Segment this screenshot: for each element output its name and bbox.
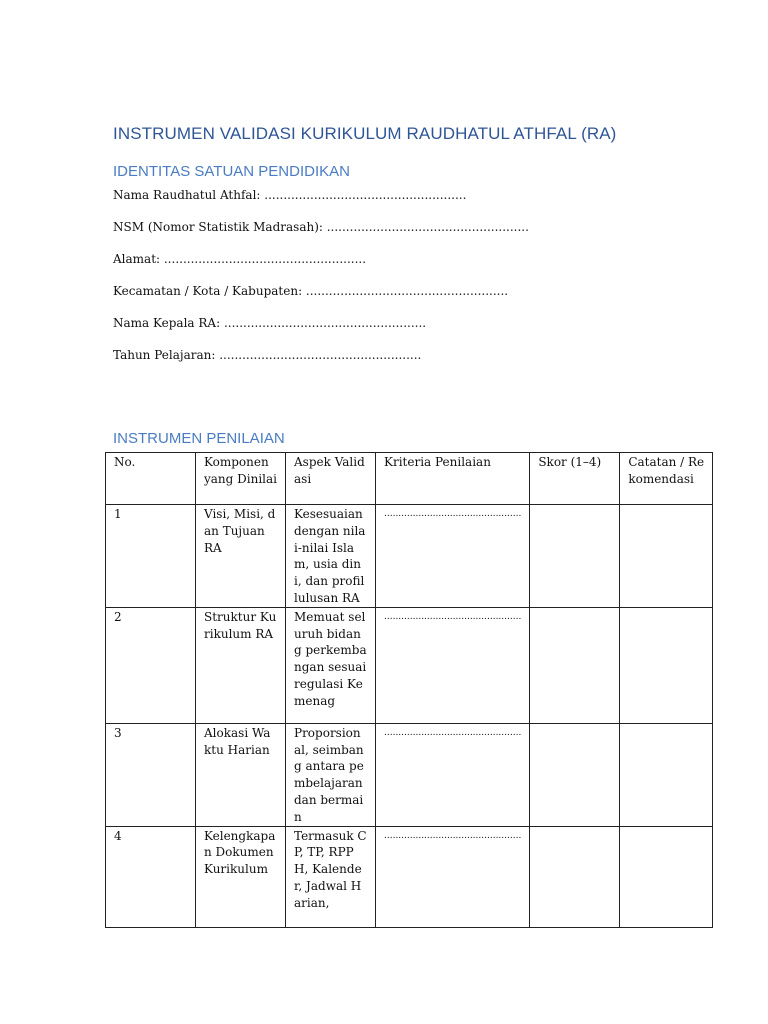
table-row (106, 723, 713, 826)
header-komponen: Komponen yang Dinilai (196, 453, 286, 505)
cell-catatan (620, 505, 713, 608)
field-tahun-pelajaran: Tahun Pelajaran: ..................................................... (113, 348, 422, 362)
field-alamat: Alamat: ..................................................... (113, 252, 367, 266)
cell-aspek: Memuat seluruh bidang perkembangan sesuai regulasi Kemenag (286, 607, 376, 723)
assessment-section-heading: INSTRUMEN PENILAIAN (113, 430, 285, 447)
cell-komponen: Visi, Misi, dan Tujuan RA (196, 505, 286, 608)
cell-no: 4 (106, 826, 196, 927)
cell-aspek: Termasuk CP, TP, RPPH, Kalender, Jadwal Harian, (286, 826, 376, 927)
cell-skor (530, 505, 620, 608)
field-nama-ra: Nama Raudhatul Athfal: ..................................................... (113, 188, 467, 202)
cell-no: 2 (106, 607, 196, 723)
header-kriteria: Kriteria Penilaian (376, 453, 530, 505)
header-no: No. (106, 453, 196, 505)
cell-catatan (620, 826, 713, 927)
table-header-row (106, 453, 713, 505)
cell-skor (530, 826, 620, 927)
header-skor: Skor (1–4) (530, 453, 620, 505)
cell-catatan (620, 607, 713, 723)
cell-aspek: Proporsional, seimbang antara pembelajaran dan bermain (286, 723, 376, 826)
cell-kriteria: ................................................ (376, 826, 530, 927)
cell-aspek: Kesesuaian dengan nilai-nilai Islam, usia dini, dan profil lulusan RA (286, 505, 376, 608)
cell-kriteria: ................................................ (376, 505, 530, 608)
table-row (106, 505, 713, 608)
cell-komponen: Struktur Kurikulum RA (196, 607, 286, 723)
cell-kriteria: ................................................ (376, 607, 530, 723)
header-catatan: Catatan / Rekomendasi (620, 453, 713, 505)
cell-komponen: Kelengkapan Dokumen Kurikulum (196, 826, 286, 927)
field-nsm: NSM (Nomor Statistik Madrasah): ..................................................... (113, 220, 529, 234)
document-title: INSTRUMEN VALIDASI KURIKULUM RAUDHATUL ATHFAL (RA) (113, 124, 617, 143)
field-kecamatan-kota-kabupaten: Kecamatan / Kota / Kabupaten: ..................................................... (113, 284, 509, 298)
table-row (106, 607, 713, 723)
assessment-table (105, 452, 713, 928)
cell-kriteria: ................................................ (376, 723, 530, 826)
cell-skor (530, 723, 620, 826)
cell-no: 3 (106, 723, 196, 826)
header-aspek: Aspek Validasi (286, 453, 376, 505)
cell-catatan (620, 723, 713, 826)
cell-komponen: Alokasi Waktu Harian (196, 723, 286, 826)
identity-section-heading: IDENTITAS SATUAN PENDIDIKAN (113, 163, 350, 180)
cell-skor (530, 607, 620, 723)
cell-no: 1 (106, 505, 196, 608)
field-nama-kepala-ra: Nama Kepala RA: ..................................................... (113, 316, 427, 330)
table-row (106, 826, 713, 927)
